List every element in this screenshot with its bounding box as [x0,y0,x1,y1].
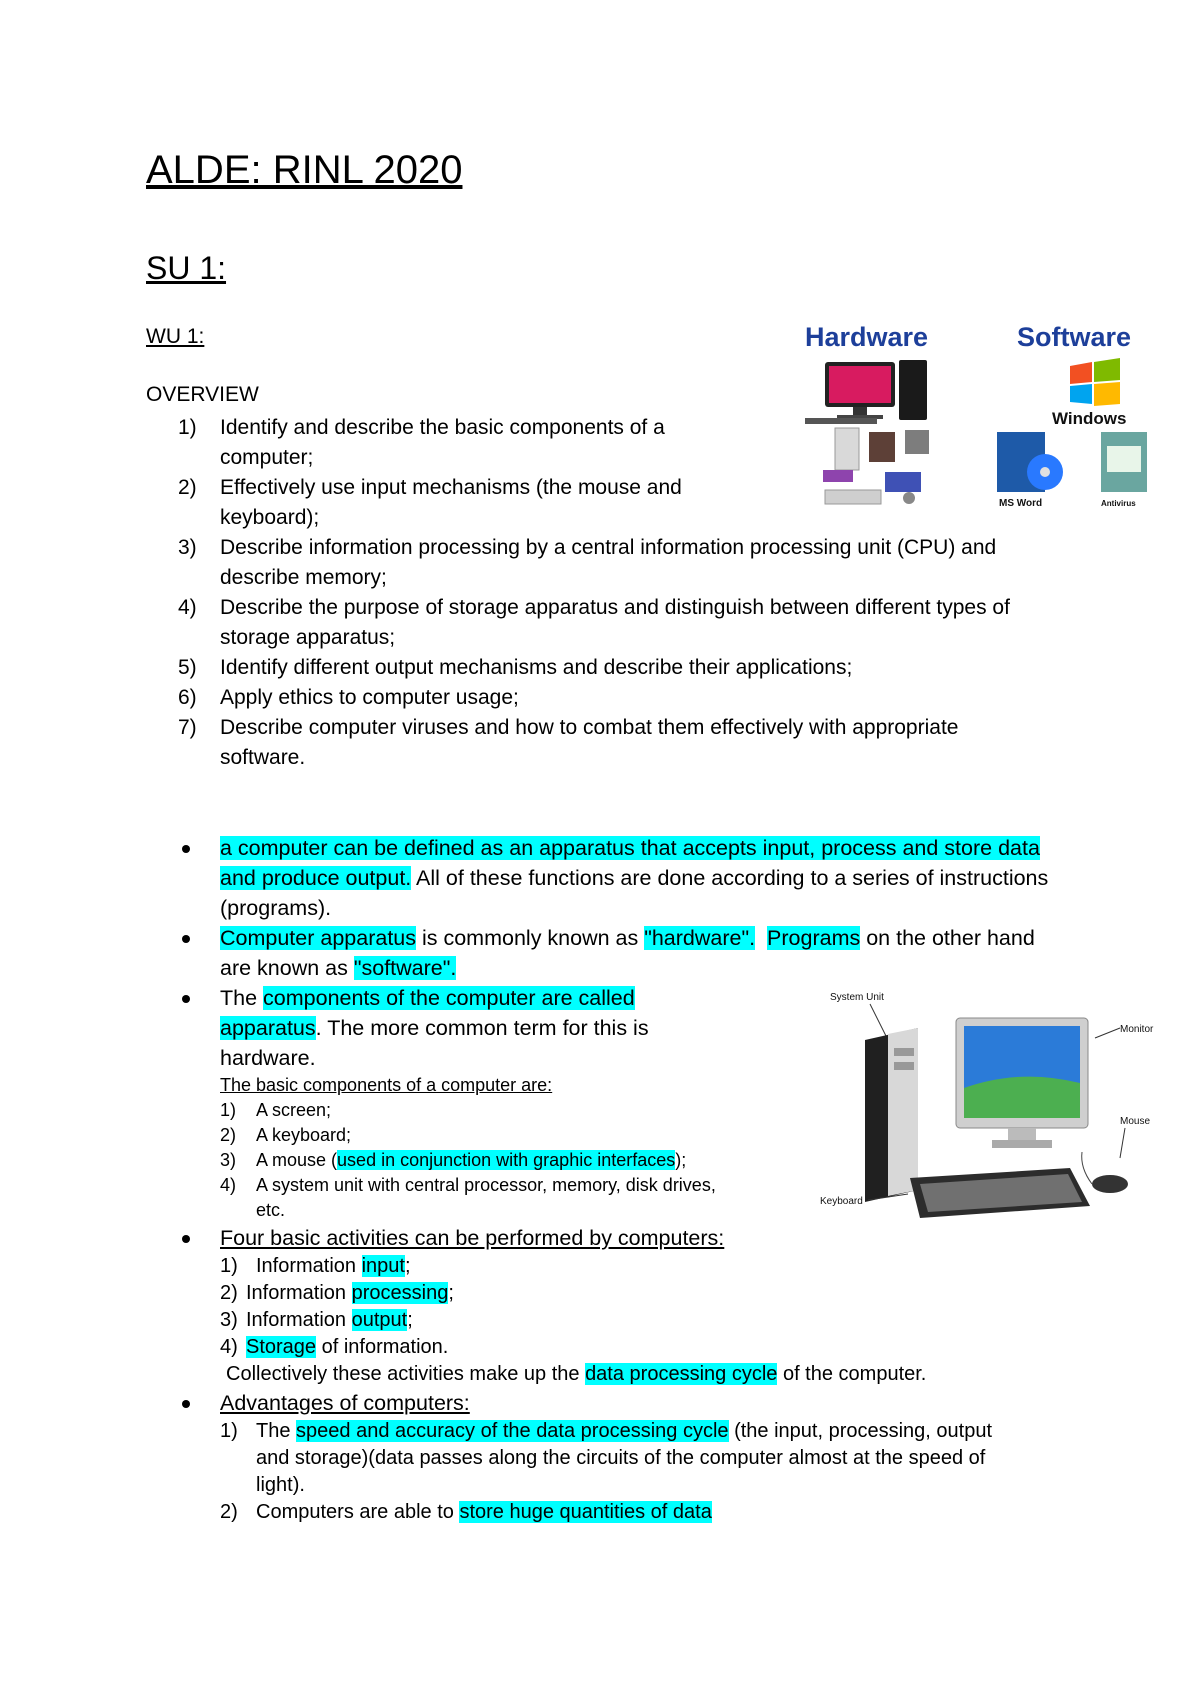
bullet-hardware-software: Computer apparatus is commonly known as "hardware". Programs on the other hand are known as "software". [182,923,1062,983]
list-item: 6) Apply ethics to computer usage; [178,686,519,709]
bullet-four-activities: Four basic activities can be performed by computers: 1) Information input; 2) Information processing; 3) Information output; 4) Storage of information. Collectively these activities make up the data processing cycle of the computer. [182,1223,1062,1388]
hardware-software-figure [805,320,1160,515]
keyboard-label: Keyboard [820,1196,863,1207]
mouse-icon [1082,1152,1128,1193]
list-item: 4) A system unit with central processor, memory, disk drives, etc. [220,1175,716,1220]
basic-components-heading: The basic components of a computer are: [220,1075,553,1095]
bullet-computer-definition: a computer can be defined as an apparatus that accepts input, process and store data and produce output. All of these functions are done according to a series of instructions (programs). [182,833,1062,923]
ms-word-label: MS Word [999,498,1043,509]
list-item: 1) Information input; [220,1255,411,1277]
pc-components-icon [823,428,929,504]
processing-cycle-note: Collectively these activities make up the data processing cycle of the computer. [226,1363,927,1385]
list-item: 1) A screen; [220,1100,332,1120]
basic-components-list [220,1098,720,1223]
document-title: ALDE: RINL 2020 [146,148,463,192]
list-item: 4) Storage of information. [220,1336,449,1358]
overview-heading: OVERVIEW [146,383,259,406]
list-item: 1) Identify and describe the basic components of a computer; [178,416,665,469]
windows-logo-icon [1070,358,1120,406]
hardware-label: Hardware [805,322,929,352]
list-item: 7) Describe computer viruses and how to combat them effectively with appropriate software. [178,716,959,769]
list-item: 2) A keyboard; [220,1125,352,1145]
software-label: Software [1017,322,1132,352]
list-item: 3) Information output; [220,1309,413,1331]
bullet-components: The components of the computer are called apparatus. The more common term for this is hardware. The basic components of a computer are: 1) A screen; 2) A keyboard; 3) A mouse (used in conjunction with graphic interfaces); 4) A system unit with central processor, memory, disk drives, etc. [182,983,720,1223]
list-item: 2) Effectively use input mechanisms (the mouse and keyboard); [178,476,682,529]
ms-office-box-icon [997,432,1063,492]
bullet-advantages: Advantages of computers: 1) The speed and accuracy of the data processing cycle (the input, processing, output and storage)(data passes along the circuits of the computer almost at the speed of light). 2) Computers are able to store huge quantities of data [182,1388,1062,1526]
overview-list-continued [178,533,1058,773]
list-item: 1) The speed and accuracy of the data processing cycle (the input, processing, output and storage)(data passes along the circuits of the computer almost at the speed of light). [220,1420,993,1496]
list-item: 2) Information processing; [220,1282,454,1304]
windows-label: Windows [1052,409,1127,428]
monitor-icon [956,1018,1088,1148]
list-item: 2) Computers are able to store huge quantities of data [220,1501,712,1523]
activities-list [220,1253,1062,1361]
study-unit-heading: SU 1: [146,250,227,286]
monitor-icon [805,360,927,424]
advantages-list [220,1418,1010,1526]
mouse-label: Mouse [1120,1116,1151,1127]
list-item: 4) Describe the purpose of storage apparatus and distinguish between different types of storage apparatus; [178,596,1010,649]
list-item: 3) A mouse (used in conjunction with graphic interfaces); [220,1150,687,1170]
work-unit-heading: WU 1: [146,325,205,348]
overview-list [178,413,758,533]
keyboard-icon [910,1168,1090,1218]
list-item: 5) Identify different output mechanisms and describe their applications; [178,656,853,679]
antivirus-box-icon [1101,432,1147,492]
system-unit-label: System Unit [830,992,884,1003]
monitor-label: Monitor [1120,1024,1154,1035]
computer-system-figure [820,988,1165,1228]
list-item: 3) Describe information processing by a central information processing unit (CPU) and describe memory; [178,536,997,589]
system-unit-icon [865,1028,918,1202]
antivirus-label: Antivirus [1101,499,1136,508]
